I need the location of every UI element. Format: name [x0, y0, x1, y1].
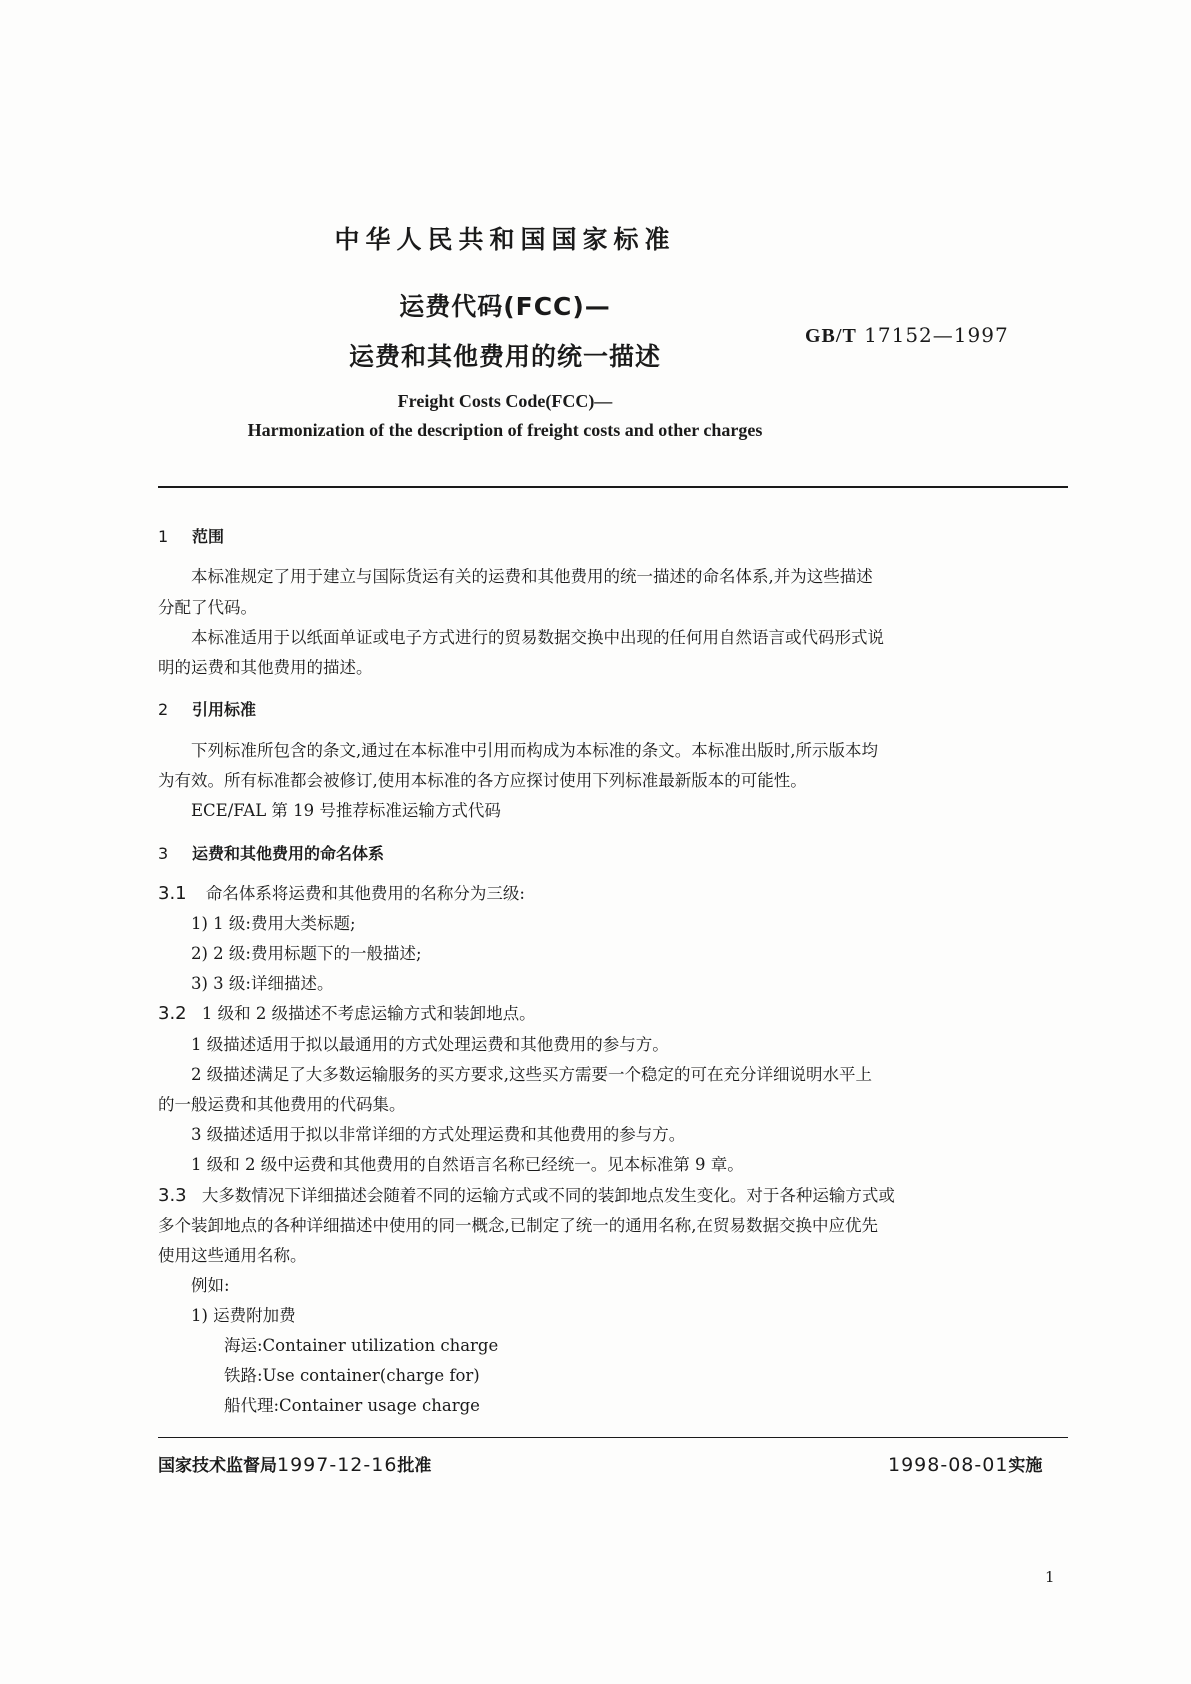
section-2-title: 引用标准	[192, 700, 257, 719]
section-2-reference: ECE/FAL 第 19 号推荐标准运输方式代码	[191, 801, 501, 820]
clause-3-1-item-2: 2) 2 级:费用标题下的一般描述;	[191, 944, 422, 963]
page-number: 1	[1045, 1568, 1055, 1586]
clause-3-3	[158, 1180, 895, 1211]
clause-3-2	[158, 998, 536, 1029]
clause-3-1-text: 命名体系将运费和其他费用的名称分为三级:	[205, 884, 525, 903]
clause-3-2-p3: 3 级描述适用于拟以非常详细的方式处理运费和其他费用的参与方。	[191, 1125, 686, 1144]
title-en-line1: Freight Costs Code(FCC)—	[397, 391, 613, 411]
effective-date: 1998-08-01	[888, 1454, 1009, 1476]
section-2-p1-line2: 为有效。所有标准都会被修订,使用本标准的各方应探讨使用下列标准最新版本的可能性。	[158, 771, 807, 790]
section-1-p2-line1: 本标准适用于以纸面单证或电子方式进行的贸易数据交换中出现的任何用自然语言或代码形式说	[191, 628, 884, 647]
title-cn-line2: 运费和其他费用的统一描述	[348, 342, 661, 371]
clause-3-1-item-1: 1) 1 级:费用大类标题;	[191, 914, 356, 933]
section-3-number: 3	[158, 844, 169, 863]
clause-3-2-p4: 1 级和 2 级中运费和其他费用的自然语言名称已经统一。见本标准第 9 章。	[191, 1155, 744, 1174]
title-en-line2: Harmonization of the description of freight costs and other charges	[247, 420, 763, 440]
effective-line	[888, 1451, 1042, 1476]
clause-3-3-line2: 多个装卸地点的各种详细描述中使用的同一概念,已制定了统一的通用名称,在贸易数据交换中应优先	[158, 1216, 878, 1235]
section-1-p1-line2: 分配了代码。	[158, 598, 257, 617]
section-2-number: 2	[158, 700, 169, 719]
clause-3-3-number: 3.3	[158, 1185, 187, 1206]
example-line-agent: 船代理:Container usage charge	[224, 1396, 480, 1415]
standard-number	[805, 323, 1009, 348]
clause-3-2-text: 1 级和 2 级描述不考虑运输方式和装卸地点。	[201, 1004, 536, 1023]
effective-suffix: 实施	[1008, 1456, 1043, 1476]
clause-3-2-p2-line2: 的一般运费和其他费用的代码集。	[158, 1095, 406, 1114]
approval-date: 1997-12-16	[277, 1454, 398, 1476]
section-3-title: 运费和其他费用的命名体系	[192, 844, 385, 863]
section-1-number: 1	[158, 527, 169, 546]
header-divider	[158, 486, 1068, 488]
approval-suffix: 批准	[397, 1456, 432, 1476]
clause-3-3-line1: 大多数情况下详细描述会随着不同的运输方式或不同的装卸地点发生变化。对于各种运输方式或	[201, 1186, 895, 1205]
standard-type-heading: 中华人民共和国国家标准	[334, 225, 676, 254]
clause-3-1-number: 3.1	[158, 883, 187, 904]
clause-3-3-line3: 使用这些通用名称。	[158, 1246, 307, 1265]
section-2-p1-line1: 下列标准所包含的条文,通过在本标准中引用而构成为本标准的条文。本标准出版时,所示版本均	[191, 741, 878, 760]
approval-org: 国家技术监督局	[158, 1456, 277, 1476]
section-1-p2-line2: 明的运费和其他费用的描述。	[158, 658, 373, 677]
clause-3-1-item-3: 3) 3 级:详细描述。	[191, 974, 334, 993]
section-1-p1-line1: 本标准规定了用于建立与国际货运有关的运费和其他费用的统一描述的命名体系,并为这些描述	[191, 567, 873, 586]
example-line-sea: 海运:Container utilization charge	[224, 1336, 499, 1355]
section-3-heading	[158, 841, 384, 864]
title-cn-line1: 运费代码(FCC)—	[399, 292, 611, 321]
clause-3-2-p1: 1 级描述适用于拟以最通用的方式处理运费和其他费用的参与方。	[191, 1035, 669, 1054]
section-1-heading	[158, 524, 224, 547]
footer-divider	[158, 1437, 1068, 1438]
clause-3-2-number: 3.2	[158, 1003, 187, 1024]
clause-3-1	[158, 878, 525, 909]
clause-3-2-p2-line1: 2 级描述满足了大多数运输服务的买方要求,这些买方需要一个稳定的可在充分详细说明水平上	[191, 1065, 872, 1084]
example-item-1: 1) 运费附加费	[191, 1306, 296, 1325]
example-line-rail: 铁路:Use container(charge for)	[224, 1366, 480, 1385]
standard-number-value: 17152—1997	[864, 323, 1009, 347]
section-1-title: 范围	[192, 527, 225, 546]
section-2-heading	[158, 697, 256, 720]
approval-line	[158, 1451, 431, 1476]
standard-number-prefix: GB/T	[805, 325, 857, 347]
example-label: 例如:	[191, 1276, 230, 1295]
